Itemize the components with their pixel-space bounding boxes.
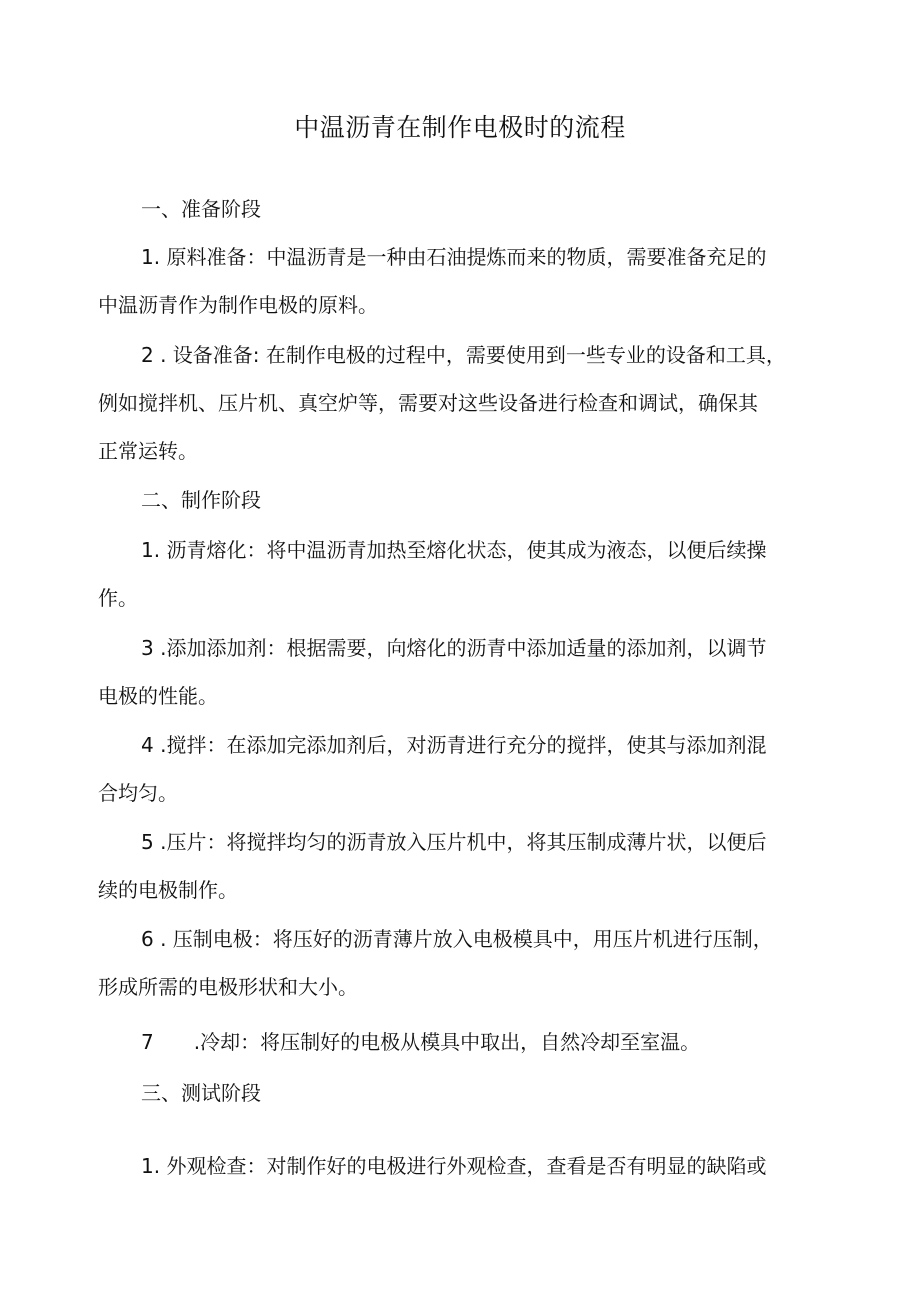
- paragraph-line: 3 .添加添加剂：根据需要，向熔化的沥青中添加适量的添加剂，以调节: [141, 636, 767, 660]
- paragraph-line: 4 .搅拌：在添加完添加剂后，对沥青进行充分的搅拌，使其与添加剂混: [141, 733, 767, 757]
- document-title: 中温沥青在制作电极时的流程: [294, 113, 626, 142]
- paragraph-line: 7 .冷却：将压制好的电极从模具中取出，自然冷却至室温。: [141, 1030, 701, 1054]
- paragraph-line: 例如搅拌机、压片机、真空炉等，需要对这些设备进行检查和调试，确保其: [98, 391, 758, 415]
- section-heading: 三、测试阶段: [141, 1081, 261, 1105]
- paragraph-line: 2 . 设备准备: 在制作电极的过程中，需要使用到一些专业的设备和工具，: [141, 343, 786, 367]
- paragraph-line: 形成所需的电极形状和大小。: [98, 975, 358, 999]
- paragraph-line: 1. 外观检查：对制作好的电极进行外观检查，查看是否有明显的缺陷或: [141, 1154, 767, 1178]
- section-heading: 一、准备阶段: [141, 197, 261, 221]
- paragraph-line: 合均匀。: [98, 781, 178, 805]
- section-heading: 二、制作阶段: [141, 488, 261, 512]
- paragraph-line: 1. 沥青熔化：将中温沥青加热至熔化状态，使其成为液态，以便后续操: [141, 538, 767, 562]
- paragraph-line: 电极的性能。: [98, 684, 218, 708]
- paragraph-line: 续的电极制作。: [98, 878, 238, 902]
- paragraph-line: 1. 原料准备：中温沥青是一种由石油提炼而来的物质，需要准备充足的: [141, 245, 767, 269]
- paragraph-line: 作。: [98, 586, 138, 610]
- paragraph-line: 中温沥青作为制作电极的原料。: [98, 293, 378, 317]
- paragraph-line: 6 . 压制电极：将压好的沥青薄片放入电极模具中，用压片机进行压制，: [141, 927, 773, 951]
- paragraph-line: 5 .压片：将搅拌均匀的沥青放入压片机中，将其压制成薄片状，以便后: [141, 830, 767, 854]
- paragraph-line: 正常运转。: [98, 439, 198, 463]
